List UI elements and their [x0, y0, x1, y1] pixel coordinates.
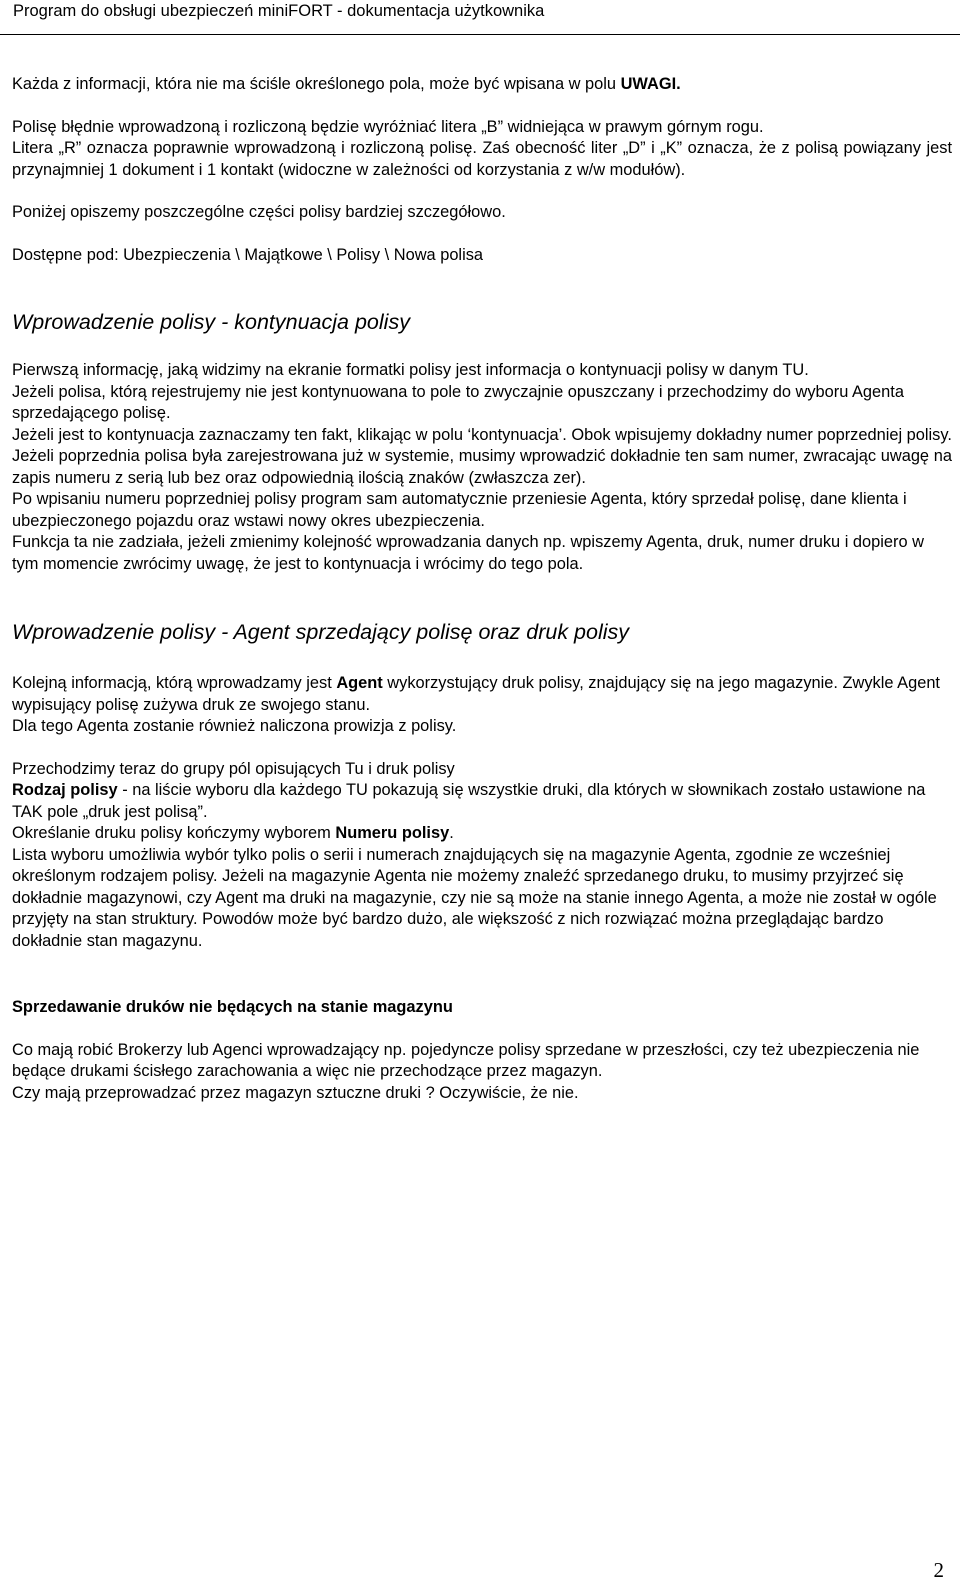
continuation-paragraph-1: Pierwszą informację, jaką widzimy na ekranie formatki polisy jest informacja o kontynuacji polisy w danym TU. — [12, 361, 809, 379]
non-stock-paragraph-1: Co mają robić Brokerzy lub Agenci wprowadzający np. pojedyncze polisy sprzedane w przeszłości, czy też ubezpieczenia nie będące drukami ścisłego zarachowania a więc nie przechodzące przez magazyn. — [12, 1040, 920, 1080]
uwagi-text: Każda z informacji, która nie ma ściśle określonego pola, może być wpisana w polu — [12, 75, 621, 93]
below-paragraph: Poniżej opiszemy poszczególne części polisy bardziej szczegółowo. — [12, 203, 506, 221]
rodzaj-polisy-label: Rodzaj polisy — [12, 781, 118, 799]
agent-paragraph-2: Dla tego Agenta zostanie również naliczona prowizja z polisy. — [12, 717, 457, 735]
section-heading-agent: Wprowadzenie polisy - Agent sprzedający polisę oraz druk polisy — [12, 620, 630, 644]
b-letter-paragraph: Polisę błędnie wprowadzoną i rozliczoną będzie wyróżniać litera „B” widniejąca w prawym górnym rogu. — [12, 117, 764, 136]
continuation-paragraph-2: Jeżeli polisa, którą rejestrujemy nie jest kontynuowana to pole to zwyczajnie opuszczany i przechodzimy do wyboru Agenta sprzedającego polisę. — [12, 382, 904, 422]
non-stock-paragraph-2: Czy mają przeprowadzać przez magazyn sztuczne druki ? Oczywiście, że nie. — [12, 1083, 579, 1102]
agent-p5-text-a: Określanie druku polisy kończymy wyborem — [12, 824, 336, 842]
document-title: Program do obsługi ubezpieczeń miniFORT - dokumentacja użytkownika — [13, 2, 545, 20]
continuation-paragraph-4: Jeżeli poprzednia polisa była zarejestrowana już w systemie, musimy wprowadzić dokładnie ten sam numer, zwracając uwagę na zapis numeru z serią lub bez oraz odpowiednią ilością znaków (zwłaszcza zer). — [12, 447, 952, 487]
agent-p1-text-a: Kolejną informacją, którą wprowadzamy jest — [12, 674, 337, 692]
agent-paragraph-1 — [12, 673, 952, 716]
section-heading-continuation: Wprowadzenie polisy - kontynuacja polisy — [12, 310, 410, 334]
page-header — [0, 0, 960, 35]
agent-p1-text-b: wykorzystujący druk polisy, znajdujący się na jego magazynie. Zwykle Agent wypisujący polisę zużywa druk ze swojego stanu. — [12, 674, 940, 714]
continuation-paragraph-5: Po wpisaniu numeru poprzedniej polisy program sam automatycznie przeniesie Agenta, który sprzedał polisę, dane klienta i ubezpieczonego pojazdu oraz wstawi nowy okres ubezpieczenia. — [12, 490, 907, 530]
uwagi-label: UWAGI. — [620, 75, 681, 93]
page-number: 2 — [933, 1558, 944, 1582]
agent-label: Agent — [336, 674, 383, 692]
agent-paragraph-3: Przechodzimy teraz do grupy pól opisujących Tu i druk polisy — [12, 759, 455, 778]
agent-paragraph-6: Lista wyboru umożliwia wybór tylko polis o serii i numerach znajdujących się na magazynie Agenta, zgodnie ze wcześniej określonym rodzajem polisy. Jeżeli na magazynie Agenta nie możemy znaleźć sprzedanego druku, to musimy przyjrzeć się dokładnie magazynowi, czy Agent ma druki na magazynie, czy nie są może na stanie innego Agenta, a może nie został w ogóle przyjęty na stan struktury. Powodów może być bardzo dużo, ale większość z nich rozwiązać można przeglądając bardzo dokładnie stan magazynu. — [12, 845, 937, 950]
available-path: Dostępne pod: Ubezpieczenia \ Majątkowe \ Polisy \ Nowa polisa — [12, 245, 484, 264]
section-heading-non-stock: Sprzedawanie druków nie będących na stanie magazynu — [12, 998, 453, 1016]
uwagi-paragraph — [12, 74, 952, 96]
agent-p5-text-b: . — [449, 824, 454, 842]
continuation-paragraph-3: Jeżeli jest to kontynuacja zaznaczamy ten fakt, klikając w polu ‘kontynuacja’. Obok wpisujemy dokładny numer poprzedniej polisy. — [12, 425, 952, 444]
continuation-paragraph-6: Funkcja ta nie zadziała, jeżeli zmienimy kolejność wprowadzania danych np. wpiszemy Agenta, druk, numer druku i dopiero w tym momencie zwrócimy uwagę, że jest to kontynuacja i wrócimy do tego pola. — [12, 533, 924, 573]
agent-p4-text: - na liście wyboru dla każdego TU pokazują się wszystkie druki, dla których w słownikach zostało ustawione na TAK pole „druk jest polisą”. — [12, 781, 926, 821]
numer-polisy-label: Numeru polisy — [335, 824, 450, 842]
agent-paragraph-5 — [12, 823, 952, 845]
document-body — [12, 74, 952, 1104]
r-letter-paragraph: Litera „R” oznacza poprawnie wprowadzoną i rozliczoną polisę. Zaś obecność liter „D” i „K” oznacza, że z polisą powiązany jest przynajmniej 1 dokument i 1 kontakt (widoczne w zależności od korzystania z w/w modułów). — [12, 139, 952, 179]
agent-paragraph-4 — [12, 780, 952, 823]
